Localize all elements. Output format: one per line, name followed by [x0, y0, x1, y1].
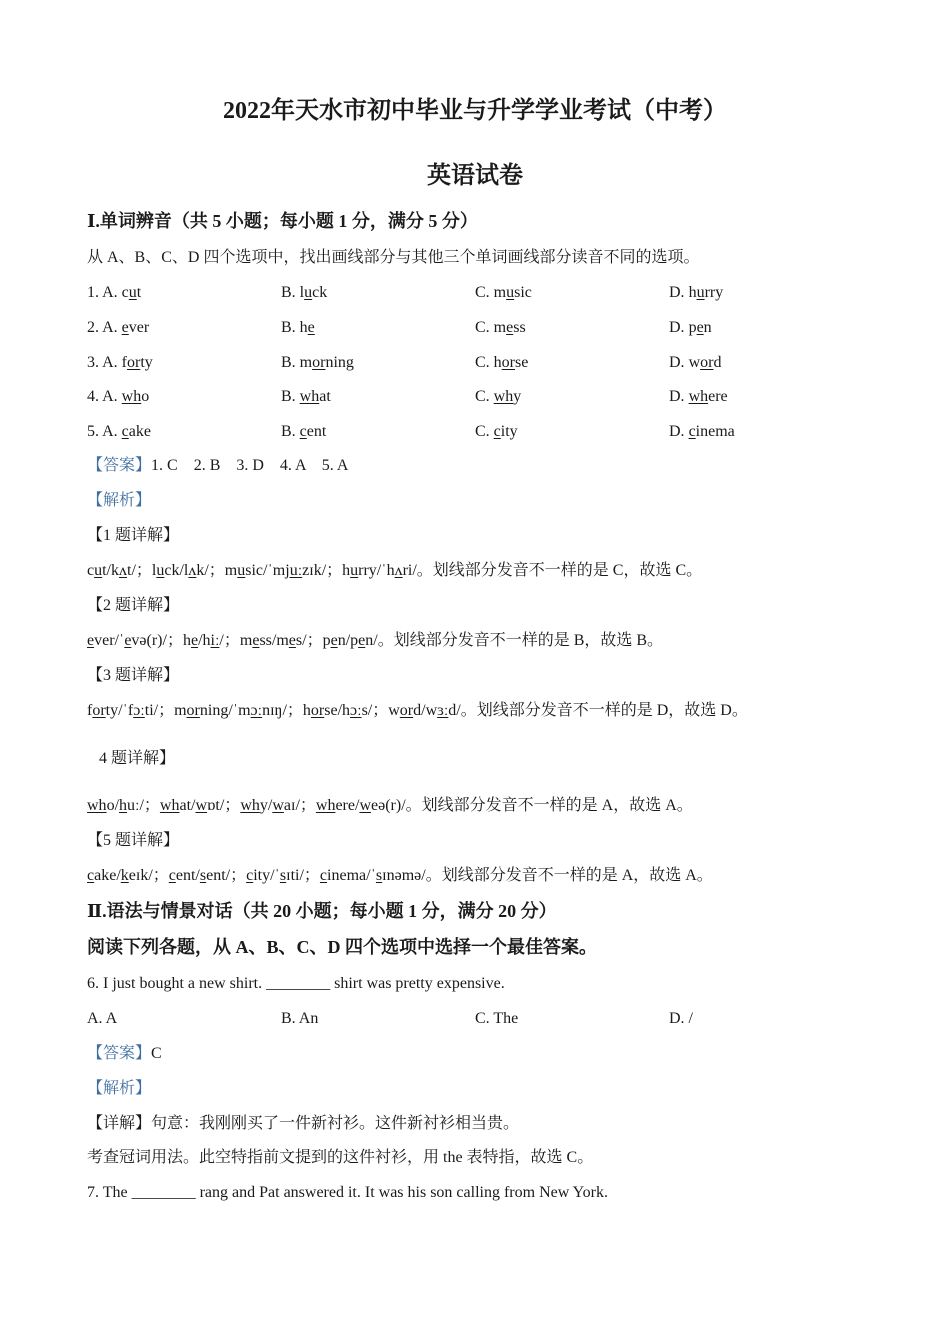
detail-4-text: who/huː/；what/wɒt/；why/waɪ/；where/weə(r)/。划线部分发音不一样的是 A，故选 A。	[87, 797, 693, 814]
question-6-stem: 6. I just bought a new shirt. ________ shirt was pretty expensive.	[87, 975, 505, 992]
detail-5-text: cake/keɪk/；cent/sent/；city/ˈsɪti/；cinema/ˈsɪnəmə/。划线部分发音不一样的是 A，故选 A。	[87, 867, 713, 884]
exam-subtitle: 英语试卷	[427, 163, 523, 189]
question-row-3	[87, 353, 887, 373]
section2-instruction: 阅读下列各题，从 A、B、C、D 四个选项中选择一个最佳答案。	[87, 937, 598, 957]
option-a: 2. A. ever	[87, 319, 150, 336]
answer-line-6	[87, 1044, 162, 1064]
option-d: D. cinema	[669, 423, 735, 440]
detail-3-text: forty/ˈfɔːti/；morning/ˈmɔːnɪŋ/；horse/hɔːs/；word/wɜːd/。划线部分发音不一样的是 D，故选 D。	[87, 702, 748, 719]
analysis-tag-6: 【解析】	[87, 1080, 152, 1097]
option-c: C. city	[475, 423, 518, 440]
answer-text: 1. C 2. B 3. D 4. A 5. A	[151, 457, 349, 474]
option-b: B. luck	[281, 284, 328, 301]
detail-6-text: 【详解】句意：我刚刚买了一件新衬衫。这件新衬衫相当贵。	[87, 1115, 520, 1132]
option-b: B. he	[281, 319, 315, 336]
analysis-tag: 【解析】	[87, 492, 152, 509]
option-c: C. music	[475, 284, 532, 301]
exam-title: 2022年天水市初中毕业与升学学业考试（中考）	[223, 98, 727, 124]
option-b: B. cent	[281, 423, 327, 440]
option-a: 4. A. who	[87, 388, 150, 405]
option-a: 1. A. cut	[87, 284, 142, 301]
option-c: C. horse	[475, 354, 529, 371]
question-row-6	[87, 1009, 887, 1029]
option-c: C. The	[475, 1010, 519, 1027]
detail-5-heading: 【5 题详解】	[87, 832, 180, 849]
option-d: D. pen	[669, 319, 712, 336]
question-row-2	[87, 318, 887, 338]
detail-1-heading: 【1 题详解】	[87, 527, 180, 544]
answer-text: C	[151, 1045, 162, 1062]
answer-tag: 【答案】	[87, 1045, 152, 1062]
section1-instruction: 从 A、B、C、D 四个选项中，找出画线部分与其他三个单词画线部分读音不同的选项。	[87, 249, 700, 266]
detail-4-heading: 4 题详解】	[99, 750, 176, 767]
option-b: B. what	[281, 388, 331, 405]
question-7-stem: 7. The ________ rang and Pat answered it. It was his son calling from New York.	[87, 1184, 608, 1201]
detail-2-heading: 【2 题详解】	[87, 597, 180, 614]
answer-tag: 【答案】	[87, 457, 152, 474]
answer-line-1-5	[87, 456, 348, 476]
section1-heading: Ⅰ.单词辨音（共 5 小题；每小题 1 分，满分 5 分）	[87, 211, 478, 231]
section2-heading: Ⅱ.语法与情景对话（共 20 小题；每小题 1 分，满分 20 分）	[87, 901, 557, 921]
option-c: C. why	[475, 388, 522, 405]
option-c: C. mess	[475, 319, 526, 336]
question-row-4	[87, 387, 887, 407]
option-d: D. hurry	[669, 284, 724, 301]
option-a: A. A	[87, 1010, 118, 1027]
option-d: D. /	[669, 1010, 693, 1027]
option-d: D. word	[669, 354, 722, 371]
detail-1-text: cut/kʌt/；luck/lʌk/；music/ˈmjuːzɪk/；hurry/ˈhʌri/。划线部分发音不一样的是 C，故选 C。	[87, 562, 703, 579]
option-b: B. An	[281, 1010, 319, 1027]
option-a: 5. A. cake	[87, 423, 151, 440]
option-b: B. morning	[281, 354, 354, 371]
detail-3-heading: 【3 题详解】	[87, 667, 180, 684]
question-row-5	[87, 422, 887, 442]
question-row-1	[87, 283, 887, 303]
option-a: 3. A. forty	[87, 354, 153, 371]
detail-2-text: ever/ˈevə(r)/；he/hiː/；mess/mes/；pen/pen/。划线部分发音不一样的是 B，故选 B。	[87, 632, 664, 649]
explain-6-text: 考查冠词用法。此空特指前文提到的这件衬衫，用 the 表特指，故选 C。	[87, 1149, 594, 1166]
option-d: D. where	[669, 388, 728, 405]
